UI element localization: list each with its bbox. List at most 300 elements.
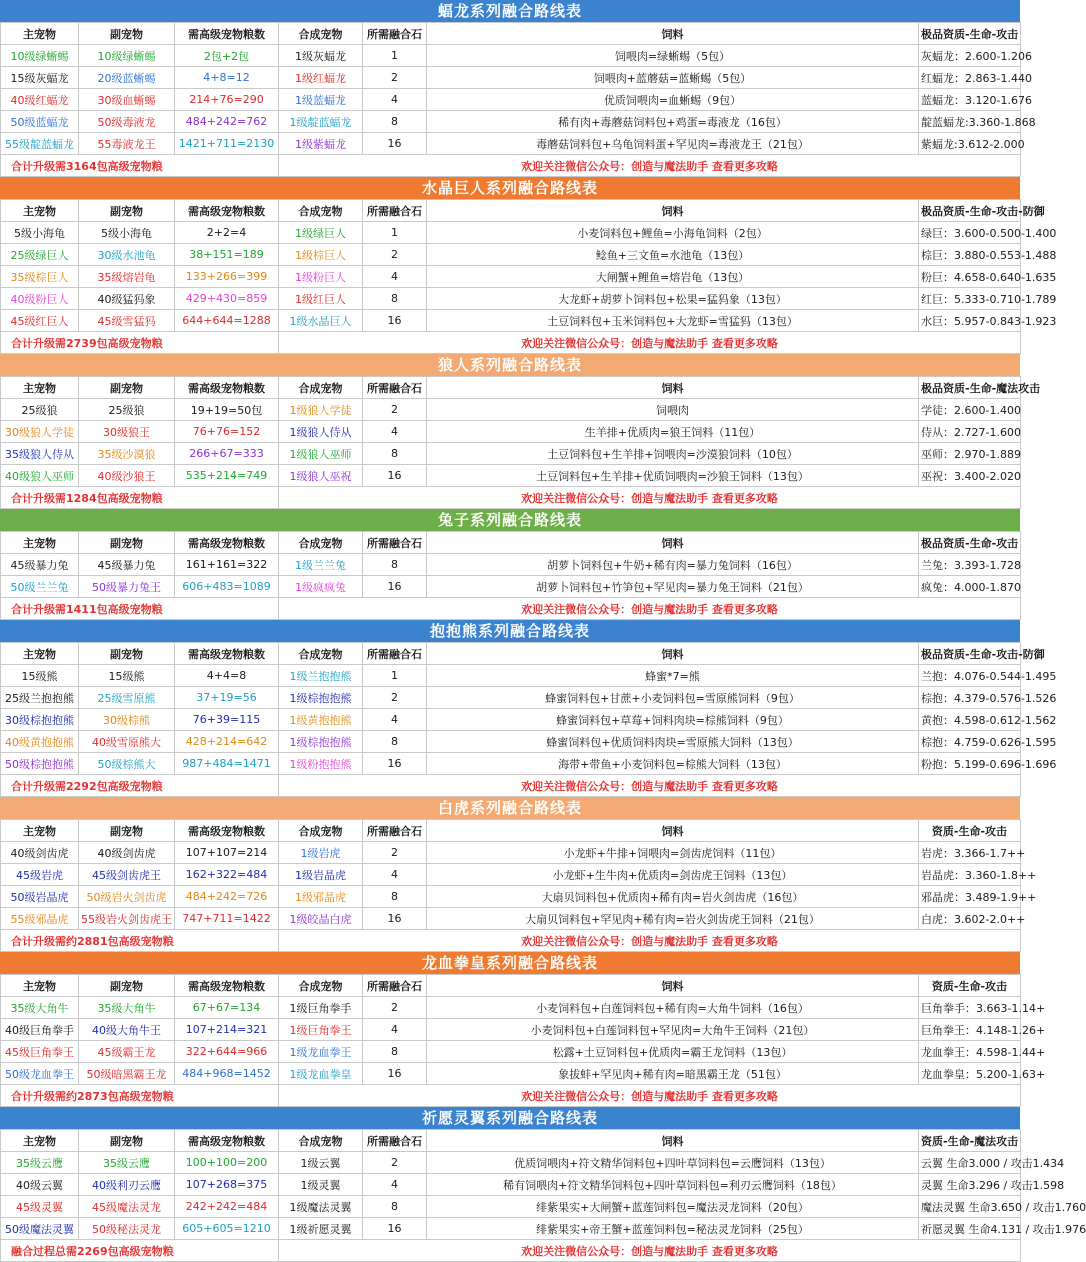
header-sub-pet: 副宠物: [79, 532, 175, 554]
main-pet: 45级灵翼: [1, 1196, 79, 1218]
footer-row: [1, 332, 1021, 354]
table-row: [1, 554, 1021, 576]
food-count: 428+214=642: [175, 731, 279, 753]
table-row: [1, 45, 1021, 67]
header-sub-pet: 副宠物: [79, 975, 175, 997]
food-count: 37+19=56: [175, 687, 279, 709]
feed-recipe: 饲喂肉: [427, 399, 919, 421]
section-title: 狼人系列融合路线表: [0, 354, 1020, 376]
table-row: [1, 576, 1021, 598]
header-food-count: 需高级宠物粮数: [175, 200, 279, 222]
quality-stats: 靛蓝蝠龙:3.360-1.868: [919, 111, 1021, 133]
section-title: 龙血拳皇系列融合路线表: [0, 952, 1020, 974]
main-pet: 40级巨角拳手: [1, 1019, 79, 1041]
quality-stats: 魔法灵翼 生命3.650 / 攻击1.760: [919, 1196, 1021, 1218]
quality-stats: 蓝蝠龙：3.120-1.676: [919, 89, 1021, 111]
food-count: 19+19=50包: [175, 399, 279, 421]
quality-stats: 粉抱：5.199-0.696-1.696: [919, 753, 1021, 775]
sub-pet: 25级狼: [79, 399, 175, 421]
quality-stats: 岩晶虎：3.360-1.8++: [919, 864, 1021, 886]
sub-pet: 40级猛犸象: [79, 288, 175, 310]
footer-row: [1, 598, 1021, 620]
quality-stats: 灰蝠龙：2.600-1.206: [919, 45, 1021, 67]
table-row: [1, 244, 1021, 266]
wechat-note: 欢迎关注微信公众号：创造与魔法助手 查看更多攻略: [279, 598, 1021, 620]
table-row: [1, 687, 1021, 709]
result-pet: 1级蓝蝠龙: [279, 89, 363, 111]
fusion-stones: 16: [363, 576, 427, 598]
feed-recipe: 蜂蜜饲料包+草莓+饲料肉块=棕熊饲料（9包）: [427, 709, 919, 731]
result-pet: 1级岩虎: [279, 842, 363, 864]
sub-pet: 20级蓝蜥蜴: [79, 67, 175, 89]
food-count: 38+151=189: [175, 244, 279, 266]
header-food-count: 需高级宠物粮数: [175, 975, 279, 997]
sub-pet: 45级暴力兔: [79, 554, 175, 576]
food-count: 484+242=762: [175, 111, 279, 133]
header-stats: 资质-生命-攻击: [919, 820, 1021, 842]
quality-stats: 岩虎：3.366-1.7++: [919, 842, 1021, 864]
result-pet: 1级邪晶虎: [279, 886, 363, 908]
sub-pet: 45级霸王龙: [79, 1041, 175, 1063]
footer-row: [1, 487, 1021, 509]
food-count: 76+39=115: [175, 709, 279, 731]
food-count: 429+430=859: [175, 288, 279, 310]
main-pet: 15级灰蝠龙: [1, 67, 79, 89]
food-count: 161+161=322: [175, 554, 279, 576]
header-feed: 饲料: [427, 820, 919, 842]
header-fusion-stones: 所需融合石: [363, 532, 427, 554]
fusion-table: [0, 22, 1036, 177]
table-row: [1, 864, 1021, 886]
quality-stats: 白虎：3.602-2.0++: [919, 908, 1021, 930]
wechat-note: 欢迎关注微信公众号：创造与魔法助手 查看更多攻略: [279, 487, 1021, 509]
feed-recipe: 象拔蚌+罕见肉+稀有肉=暗黑霸王龙（51包）: [427, 1063, 919, 1085]
fusion-table: [0, 199, 1057, 354]
result-pet: 1级狼人巫师: [279, 443, 363, 465]
feed-recipe: 蜂蜜*7=熊: [427, 665, 919, 687]
header-food-count: 需高级宠物粮数: [175, 820, 279, 842]
header-row: [1, 1130, 1021, 1152]
header-result-pet: 合成宠物: [279, 975, 363, 997]
fusion-stones: 2: [363, 244, 427, 266]
total-food-note: 合计升级需1284包高级宠物粮: [1, 487, 279, 509]
main-pet: 55级邪晶虎: [1, 908, 79, 930]
quality-stats: 灵翼 生命3.296 / 攻击1.598: [919, 1174, 1021, 1196]
table-row: [1, 997, 1021, 1019]
header-stats: 极品资质-生命-攻击-防御: [919, 643, 1021, 665]
fusion-section: [0, 620, 1057, 797]
sub-pet: 10级绿蜥蜴: [79, 45, 175, 67]
main-pet: 45级红巨人: [1, 310, 79, 332]
header-fusion-stones: 所需融合石: [363, 820, 427, 842]
food-count: 242+242=484: [175, 1196, 279, 1218]
header-sub-pet: 副宠物: [79, 200, 175, 222]
quality-stats: 棕巨：3.880-0.553-1.488: [919, 244, 1021, 266]
table-row: [1, 842, 1021, 864]
main-pet: 35级大角牛: [1, 997, 79, 1019]
header-row: [1, 23, 1021, 45]
header-result-pet: 合成宠物: [279, 643, 363, 665]
food-count: 214+76=290: [175, 89, 279, 111]
food-count: 100+100=200: [175, 1152, 279, 1174]
main-pet: 25级绿巨人: [1, 244, 79, 266]
food-count: 605+605=1210: [175, 1218, 279, 1240]
fusion-stones: 4: [363, 89, 427, 111]
header-food-count: 需高级宠物粮数: [175, 1130, 279, 1152]
quality-stats: 红蝠龙：2.863-1.440: [919, 67, 1021, 89]
feed-recipe: 稀有饲喂肉+符文精华饲料包+四叶草饲料包=利刃云鹰饲料（18包）: [427, 1174, 919, 1196]
sub-pet: 50级岩火剑齿虎: [79, 886, 175, 908]
result-pet: 1级棕巨人: [279, 244, 363, 266]
sub-pet: 50级暴力兔王: [79, 576, 175, 598]
section-title: 白虎系列融合路线表: [0, 797, 1020, 819]
feed-recipe: 小龙虾+牛排+饲喂肉=剑齿虎饲料（11包）: [427, 842, 919, 864]
result-pet: 1级巨角拳王: [279, 1019, 363, 1041]
header-stats: 极品资质-生命-攻击: [919, 23, 1021, 45]
result-pet: 1级灰蝠龙: [279, 45, 363, 67]
header-main-pet: 主宠物: [1, 643, 79, 665]
table-row: [1, 111, 1021, 133]
fusion-stones: 2: [363, 399, 427, 421]
table-row: [1, 1218, 1021, 1240]
result-pet: 1级粉抱抱熊: [279, 753, 363, 775]
food-count: 133+266=399: [175, 266, 279, 288]
header-main-pet: 主宠物: [1, 975, 79, 997]
main-pet: 30级狼人学徒: [1, 421, 79, 443]
fusion-stones: 1: [363, 222, 427, 244]
fusion-stones: 4: [363, 266, 427, 288]
fusion-stones: 2: [363, 687, 427, 709]
fusion-stones: 8: [363, 1196, 427, 1218]
feed-recipe: 胡萝卜饲料包+牛奶+稀有肉=暴力兔饲料（16包）: [427, 554, 919, 576]
header-stats: 资质-生命-攻击: [919, 975, 1021, 997]
quality-stats: 侍从：2.727-1.600: [919, 421, 1021, 443]
total-food-note: 合计升级需3164包高级宠物粮: [1, 155, 279, 177]
result-pet: 1级水晶巨人: [279, 310, 363, 332]
sub-pet: 40级沙狼王: [79, 465, 175, 487]
sub-pet: 45级剑齿虎王: [79, 864, 175, 886]
main-pet: 10级绿蜥蜴: [1, 45, 79, 67]
food-count: 2+2=4: [175, 222, 279, 244]
sub-pet: 40级剑齿虎: [79, 842, 175, 864]
result-pet: 1级巨角拳手: [279, 997, 363, 1019]
fusion-stones: 16: [363, 753, 427, 775]
quality-stats: 黄抱：4.598-0.612-1.562: [919, 709, 1021, 731]
main-pet: 25级兰抱抱熊: [1, 687, 79, 709]
fusion-stones: 2: [363, 842, 427, 864]
sub-pet: 40级利刃云鹰: [79, 1174, 175, 1196]
header-food-count: 需高级宠物粮数: [175, 643, 279, 665]
food-count: 1421+711=2130: [175, 133, 279, 155]
header-stats: 极品资质-生命-攻击-防御: [919, 200, 1021, 222]
table-row: [1, 1063, 1021, 1085]
main-pet: 50级龙血拳王: [1, 1063, 79, 1085]
quality-stats: 祈愿灵翼 生命4.131 / 攻击1.976: [919, 1218, 1021, 1240]
fusion-section: [0, 354, 1041, 509]
fusion-stones: 1: [363, 45, 427, 67]
sub-pet: 50级暗黑霸王龙: [79, 1063, 175, 1085]
main-pet: 50级岩晶虎: [1, 886, 79, 908]
header-result-pet: 合成宠物: [279, 1130, 363, 1152]
result-pet: 1级魔法灵翼: [279, 1196, 363, 1218]
footer-row: [1, 1085, 1021, 1107]
feed-recipe: 绯紫果实+帝王蟹+蓝莲饲料包=秘法灵龙饲料（25包）: [427, 1218, 919, 1240]
table-row: [1, 266, 1021, 288]
header-sub-pet: 副宠物: [79, 377, 175, 399]
sub-pet: 35级云鹰: [79, 1152, 175, 1174]
header-feed: 饲料: [427, 1130, 919, 1152]
table-row: [1, 288, 1021, 310]
fusion-stones: 8: [363, 288, 427, 310]
footer-row: [1, 775, 1021, 797]
sub-pet: 30级棕熊: [79, 709, 175, 731]
food-count: 107+268=375: [175, 1174, 279, 1196]
result-pet: 1级龙血拳王: [279, 1041, 363, 1063]
sub-pet: 35级大角牛: [79, 997, 175, 1019]
main-pet: 45级巨角拳王: [1, 1041, 79, 1063]
fusion-stones: 2: [363, 997, 427, 1019]
table-row: [1, 665, 1021, 687]
quality-stats: 红巨：5.333-0.710-1.789: [919, 288, 1021, 310]
header-feed: 饲料: [427, 200, 919, 222]
fusion-stones: 16: [363, 133, 427, 155]
main-pet: 25级狼: [1, 399, 79, 421]
quality-stats: 疯兔：4.000-1.870: [919, 576, 1021, 598]
table-row: [1, 1019, 1021, 1041]
header-result-pet: 合成宠物: [279, 532, 363, 554]
table-row: [1, 1196, 1021, 1218]
feed-recipe: 小麦饲料包+白莲饲料包+罕见肉=大角牛王饲料（21包）: [427, 1019, 919, 1041]
header-main-pet: 主宠物: [1, 1130, 79, 1152]
main-pet: 35级狼人侍从: [1, 443, 79, 465]
main-pet: 50级兰兰兔: [1, 576, 79, 598]
result-pet: 1级祈愿灵翼: [279, 1218, 363, 1240]
result-pet: 1级棕抱抱熊: [279, 687, 363, 709]
wechat-note: 欢迎关注微信公众号：创造与魔法助手 查看更多攻略: [279, 1085, 1021, 1107]
table-row: [1, 421, 1021, 443]
result-pet: 1级疯疯兔: [279, 576, 363, 598]
feed-recipe: 土豆饲料包+生羊排+饲喂肉=沙漠狼饲料（10包）: [427, 443, 919, 465]
fusion-stones: 16: [363, 1063, 427, 1085]
fusion-section: [0, 797, 1037, 952]
wechat-note: 欢迎关注微信公众号：创造与魔法助手 查看更多攻略: [279, 1240, 1021, 1262]
section-title: 蝠龙系列融合路线表: [0, 0, 1020, 22]
header-sub-pet: 副宠物: [79, 643, 175, 665]
fusion-stones: 8: [363, 731, 427, 753]
table-row: [1, 1152, 1021, 1174]
quality-stats: 云翼 生命3.000 / 攻击1.434: [919, 1152, 1021, 1174]
header-feed: 饲料: [427, 532, 919, 554]
total-food-note: 合计升级需约2881包高级宠物粮: [1, 930, 279, 952]
feed-recipe: 胡萝卜饲料包+竹笋包+罕见肉=暴力兔王饲料（21包）: [427, 576, 919, 598]
fusion-stones: 4: [363, 709, 427, 731]
table-row: [1, 310, 1021, 332]
sub-pet: 25级雪原熊: [79, 687, 175, 709]
section-title: 祈愿灵翼系列融合路线表: [0, 1107, 1020, 1129]
food-count: 987+484=1471: [175, 753, 279, 775]
fusion-stones: 16: [363, 465, 427, 487]
sub-pet: 50级秘法灵龙: [79, 1218, 175, 1240]
result-pet: 1级云翼: [279, 1152, 363, 1174]
fusion-section: [0, 0, 1036, 177]
main-pet: 40级红蝠龙: [1, 89, 79, 111]
header-feed: 饲料: [427, 377, 919, 399]
quality-stats: 巫祝：3.400-2.020: [919, 465, 1021, 487]
main-pet: 50级棕抱抱熊: [1, 753, 79, 775]
main-pet: 40级黄抱抱熊: [1, 731, 79, 753]
table-row: [1, 89, 1021, 111]
header-fusion-stones: 所需融合石: [363, 643, 427, 665]
header-row: [1, 820, 1021, 842]
main-pet: 35级云鹰: [1, 1152, 79, 1174]
fusion-section: [0, 177, 1057, 354]
food-count: 162+322=484: [175, 864, 279, 886]
quality-stats: 棕抱：4.379-0.576-1.526: [919, 687, 1021, 709]
food-count: 484+242=726: [175, 886, 279, 908]
header-row: [1, 377, 1021, 399]
feed-recipe: 优质饲喂肉=血蜥蜴（9包）: [427, 89, 919, 111]
food-count: 4+4=8: [175, 665, 279, 687]
result-pet: 1级红巨人: [279, 288, 363, 310]
feed-recipe: 优质饲喂肉+符文精华饲料包+四叶草饲料包=云鹰饲料（13包）: [427, 1152, 919, 1174]
food-count: 4+8=12: [175, 67, 279, 89]
feed-recipe: 蜂蜜饲料包+甘蔗+小麦饲料包=雪原熊饲料（9包）: [427, 687, 919, 709]
feed-recipe: 大闸蟹+鲤鱼=熔岩龟（13包）: [427, 266, 919, 288]
fusion-stones: 8: [363, 554, 427, 576]
header-result-pet: 合成宠物: [279, 820, 363, 842]
food-count: 76+76=152: [175, 421, 279, 443]
header-stats: 资质-生命-魔法攻击: [919, 1130, 1021, 1152]
fusion-stones: 2: [363, 67, 427, 89]
main-pet: 5级小海龟: [1, 222, 79, 244]
feed-recipe: 饲喂肉=绿蜥蜴（5包）: [427, 45, 919, 67]
table-row: [1, 222, 1021, 244]
table-row: [1, 886, 1021, 908]
sub-pet: 45级魔法灵龙: [79, 1196, 175, 1218]
total-food-note: 合计升级需1411包高级宠物粮: [1, 598, 279, 620]
header-main-pet: 主宠物: [1, 532, 79, 554]
header-sub-pet: 副宠物: [79, 820, 175, 842]
header-food-count: 需高级宠物粮数: [175, 23, 279, 45]
table-row: [1, 709, 1021, 731]
quality-stats: 学徒：2.600-1.400: [919, 399, 1021, 421]
section-title: 兔子系列融合路线表: [0, 509, 1020, 531]
header-main-pet: 主宠物: [1, 23, 79, 45]
table-row: [1, 67, 1021, 89]
result-pet: 1级狼人学徒: [279, 399, 363, 421]
feed-recipe: 小龙虾+生牛肉+优质肉=剑齿虎王饲料（13包）: [427, 864, 919, 886]
feed-recipe: 大扇贝饲料包+罕见肉+稀有肉=岩火剑齿虎王饲料（21包）: [427, 908, 919, 930]
total-food-note: 合计升级需约2873包高级宠物粮: [1, 1085, 279, 1107]
header-food-count: 需高级宠物粮数: [175, 377, 279, 399]
table-row: [1, 399, 1021, 421]
total-food-note: 合计升级需2739包高级宠物粮: [1, 332, 279, 354]
header-row: [1, 975, 1021, 997]
quality-stats: 邪晶虎：3.489-1.9++: [919, 886, 1021, 908]
header-fusion-stones: 所需融合石: [363, 377, 427, 399]
main-pet: 40级狼人巫师: [1, 465, 79, 487]
main-pet: 55级靛蓝蝠龙: [1, 133, 79, 155]
result-pet: 1级粉巨人: [279, 266, 363, 288]
feed-recipe: 大龙虾+胡萝卜饲料包+松果=猛犸象（13包）: [427, 288, 919, 310]
sub-pet: 45级雪猛犸: [79, 310, 175, 332]
main-pet: 50级魔法灵翼: [1, 1218, 79, 1240]
section-title: 水晶巨人系列融合路线表: [0, 177, 1020, 199]
quality-stats: 兰抱：4.076-0.544-1.495: [919, 665, 1021, 687]
fusion-stones: 2: [363, 1152, 427, 1174]
result-pet: 1级靛蓝蝠龙: [279, 111, 363, 133]
fusion-stones: 16: [363, 1218, 427, 1240]
header-result-pet: 合成宠物: [279, 200, 363, 222]
feed-recipe: 土豆饲料包+玉米饲料包+大龙虾=雪猛犸（13包）: [427, 310, 919, 332]
sub-pet: 30级水池龟: [79, 244, 175, 266]
quality-stats: 紫蝠龙:3.612-2.000: [919, 133, 1021, 155]
wechat-note: 欢迎关注微信公众号：创造与魔法助手 查看更多攻略: [279, 332, 1021, 354]
quality-stats: 龙血拳王：4.598-1.44+: [919, 1041, 1021, 1063]
result-pet: 1级绿巨人: [279, 222, 363, 244]
sub-pet: 35级沙漠狼: [79, 443, 175, 465]
food-count: 484+968=1452: [175, 1063, 279, 1085]
main-pet: 45级岩虎: [1, 864, 79, 886]
total-food-note: 融合过程总需2269包高级宠物粮: [1, 1240, 279, 1262]
food-count: 322+644=966: [175, 1041, 279, 1063]
quality-stats: 巨角拳王：4.148-1.26+: [919, 1019, 1021, 1041]
main-pet: 45级暴力兔: [1, 554, 79, 576]
feed-recipe: 鲶鱼+三文鱼=水池龟（13包）: [427, 244, 919, 266]
quality-stats: 兰兔：3.393-1.728: [919, 554, 1021, 576]
result-pet: 1级紫蝠龙: [279, 133, 363, 155]
table-row: [1, 731, 1021, 753]
fusion-stones: 8: [363, 443, 427, 465]
fusion-stones: 4: [363, 1174, 427, 1196]
sub-pet: 55级岩火剑齿虎王: [79, 908, 175, 930]
fusion-stones: 8: [363, 111, 427, 133]
table-row: [1, 1174, 1021, 1196]
fusion-stones: 16: [363, 310, 427, 332]
table-row: [1, 465, 1021, 487]
feed-recipe: 小麦饲料包+白莲饲料包+稀有肉=大角牛饲料（16包）: [427, 997, 919, 1019]
food-count: 606+483=1089: [175, 576, 279, 598]
main-pet: 50级蓝蝠龙: [1, 111, 79, 133]
header-row: [1, 643, 1021, 665]
feed-recipe: 松露+土豆饲料包+优质肉=霸王龙饲料（13包）: [427, 1041, 919, 1063]
food-count: 266+67=333: [175, 443, 279, 465]
fusion-table: [0, 974, 1046, 1107]
food-count: 2包+2包: [175, 45, 279, 67]
fusion-stones: 4: [363, 421, 427, 443]
header-fusion-stones: 所需融合石: [363, 975, 427, 997]
header-feed: 饲料: [427, 975, 919, 997]
quality-stats: 巨角拳手：3.663-1.14+: [919, 997, 1021, 1019]
main-pet: 40级剑齿虎: [1, 842, 79, 864]
sub-pet: 35级熔岩龟: [79, 266, 175, 288]
header-main-pet: 主宠物: [1, 377, 79, 399]
main-pet: 35级棕巨人: [1, 266, 79, 288]
food-count: 747+711=1422: [175, 908, 279, 930]
result-pet: 1级皎晶白虎: [279, 908, 363, 930]
sub-pet: 30级狼王: [79, 421, 175, 443]
total-food-note: 合计升级需2292包高级宠物粮: [1, 775, 279, 797]
food-count: 535+214=749: [175, 465, 279, 487]
fusion-stones: 16: [363, 908, 427, 930]
section-title: 抱抱熊系列融合路线表: [0, 620, 1020, 642]
feed-recipe: 生羊排+优质肉=狼王饲料（11包）: [427, 421, 919, 443]
quality-stats: 水巨：5.957-0.843-1.923: [919, 310, 1021, 332]
main-pet: 40级云翼: [1, 1174, 79, 1196]
wechat-note: 欢迎关注微信公众号：创造与魔法助手 查看更多攻略: [279, 775, 1021, 797]
header-fusion-stones: 所需融合石: [363, 200, 427, 222]
main-pet: 30级棕抱抱熊: [1, 709, 79, 731]
